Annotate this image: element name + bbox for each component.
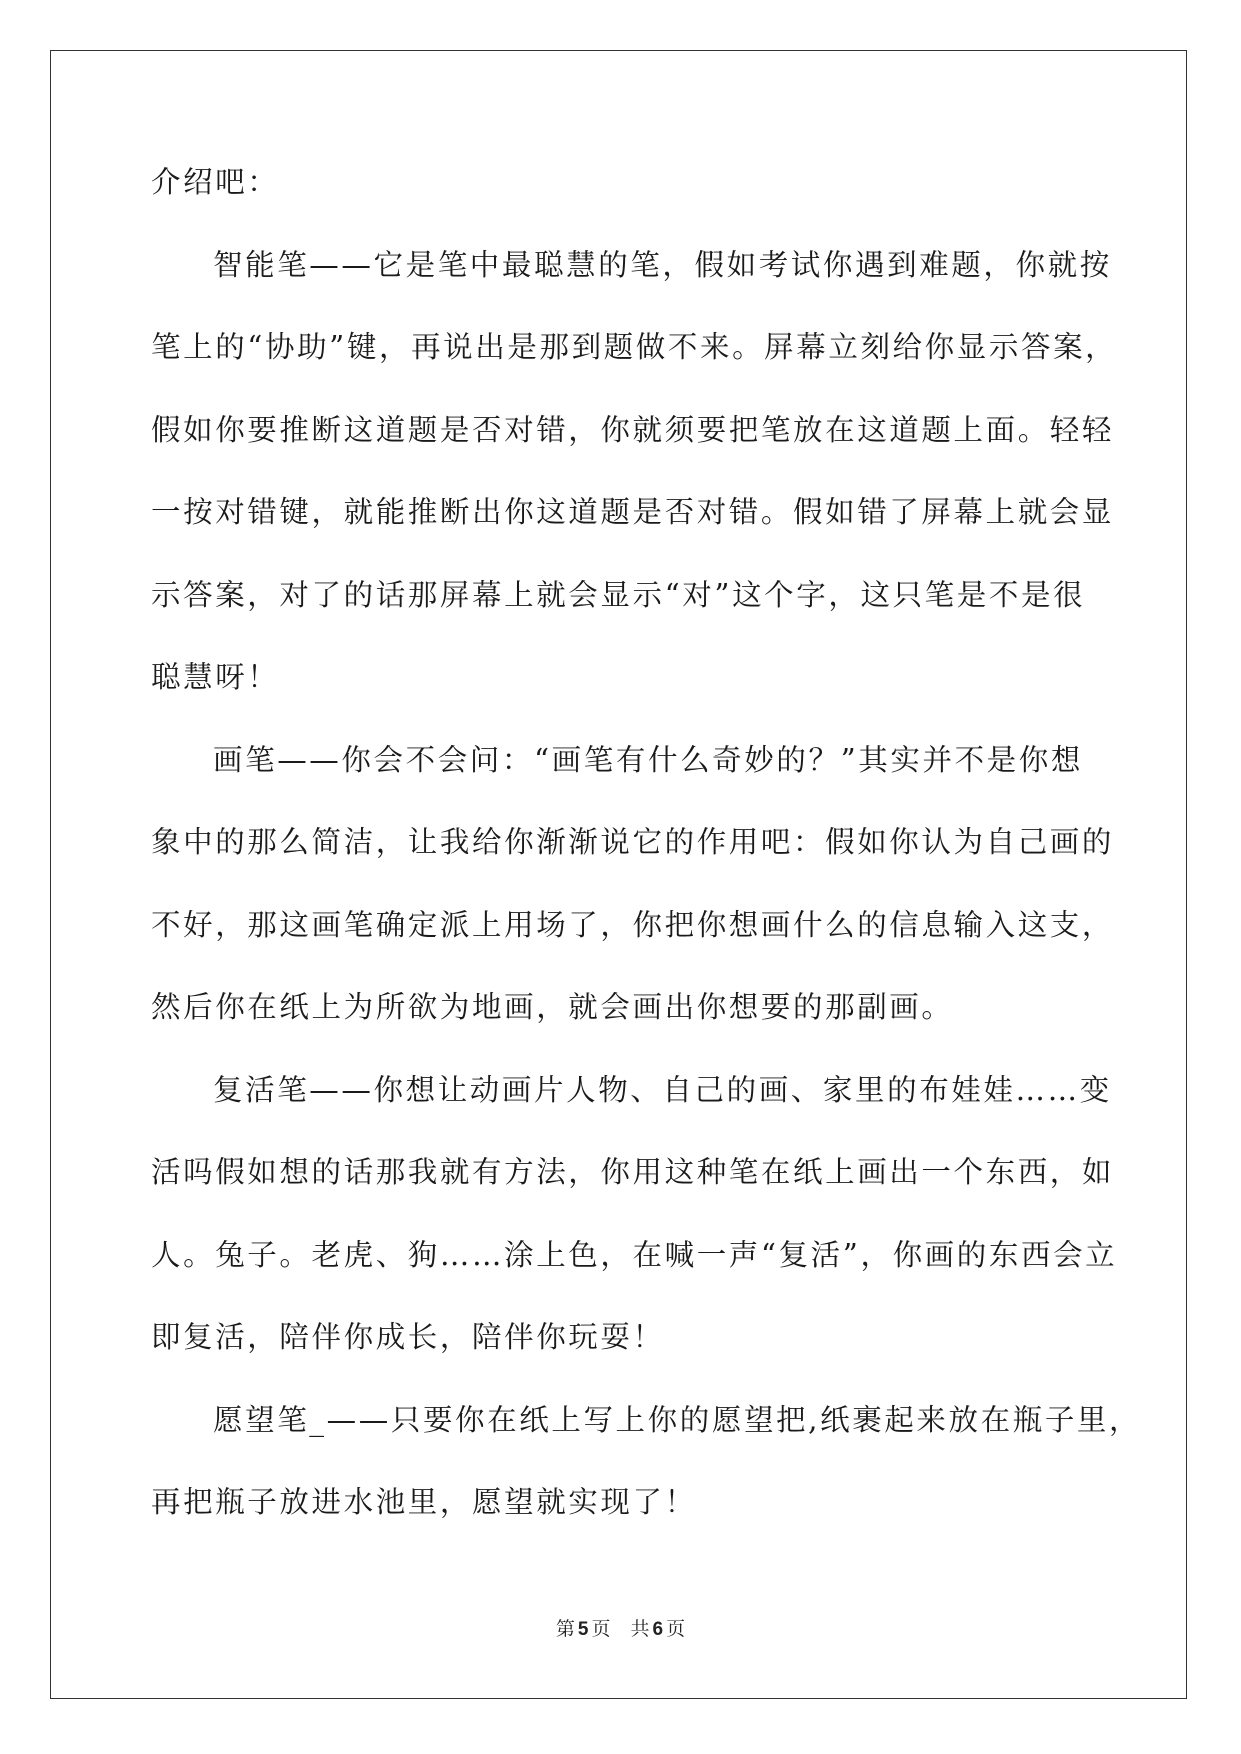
document-body (151, 158, 1142, 1561)
text-line: 活吗假如想的话那我就有方法，你用这种笔在纸上画出一个东西，如 (151, 1155, 1115, 1189)
total-suffix: 页 (666, 1618, 686, 1640)
page-suffix: 页 (591, 1618, 611, 1640)
text-line: 人。兔子。老虎、狗……涂上色，在喊一声“复活”，你画的东西会立 (151, 1237, 1118, 1272)
page-prefix: 第 (555, 1618, 575, 1640)
text-line: 象中的那么简洁，让我给你渐渐说它的作用吧：假如你认为自己画的 (151, 825, 1115, 859)
text-line: 再把瓶子放进水池里，愿望就实现了！ (151, 1485, 697, 1519)
text-line: 介绍吧： (151, 165, 280, 199)
page-total-number: 6 (652, 1619, 664, 1640)
text-line: 即复活，陪伴你成长，陪伴你玩耍！ (151, 1320, 665, 1354)
text-line: 聪慧呀！ (151, 660, 280, 694)
paragraph-first-line: 愿望笔_——只要你在纸上写上你的愿望把,纸裹起来放在瓶子里， (213, 1402, 1142, 1437)
paragraph-first-line: 画笔——你会不会问：“画笔有什么奇妙的？”其实并不是你想 (213, 742, 1083, 777)
paragraph-first-line: 智能笔——它是笔中最聪慧的笔，假如考试你遇到难题，你就按 (213, 247, 1112, 282)
page-current-number: 5 (577, 1619, 589, 1640)
text-line: 然后你在纸上为所欲为地画，就会画出你想要的那副画。 (151, 990, 954, 1024)
text-line: 示答案，对了的话那屏幕上就会显示“对”这个字，这只笔是不是很 (151, 577, 1086, 612)
text-line: 一按对错键，就能推断出你这道题是否对错。假如错了屏幕上就会显 (151, 495, 1115, 529)
paragraph-first-line: 复活笔——你想让动画片人物、自己的画、家里的布娃娃……变 (213, 1072, 1112, 1107)
text-line: 不好，那这画笔确定派上用场了，你把你想画什么的信息输入这支， (151, 907, 1115, 942)
page-footer (0, 1617, 1241, 1642)
total-prefix: 共 (630, 1618, 650, 1640)
text-line: 笔上的“协助”键，再说出是那到题做不来。屏幕立刻给你显示答案， (151, 330, 1118, 364)
text-line: 假如你要推断这道题是否对错，你就须要把笔放在这道题上面。轻轻 (151, 412, 1115, 447)
